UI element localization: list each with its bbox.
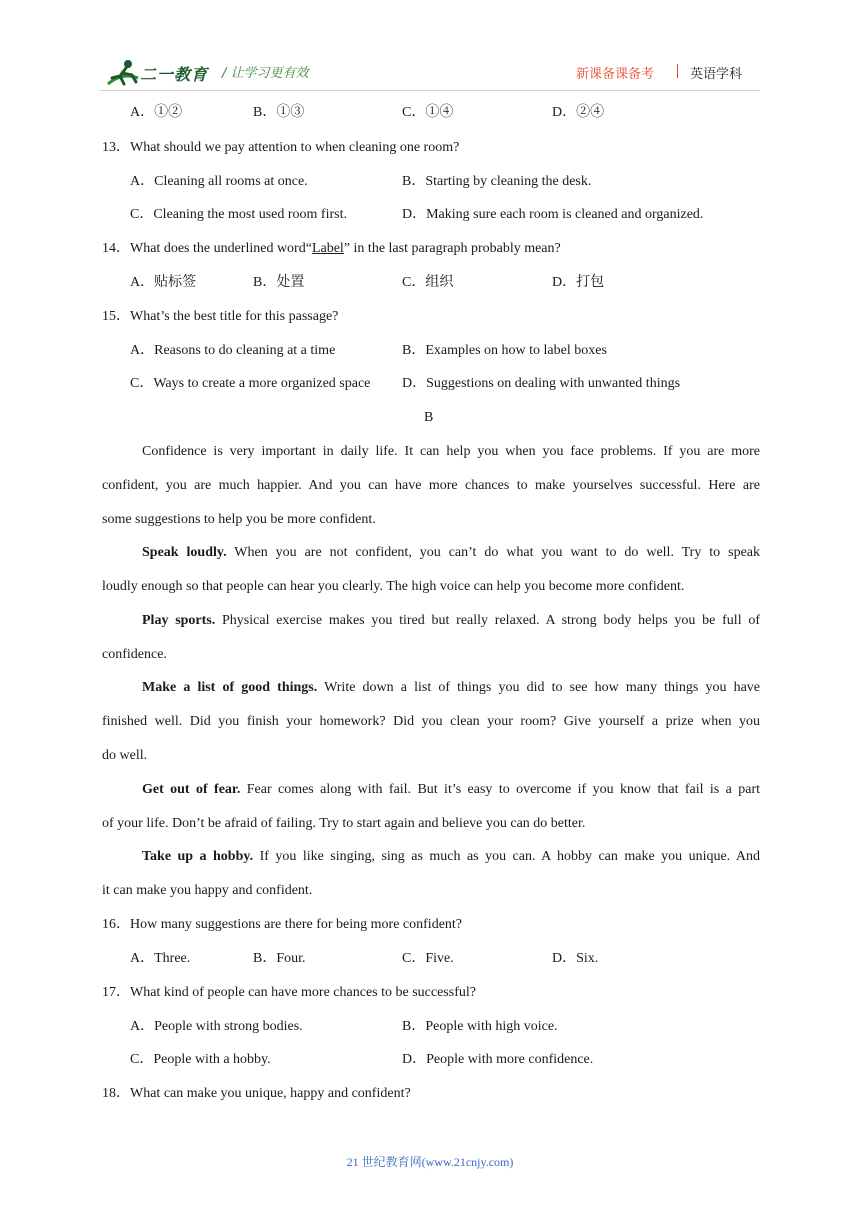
q12-option-c: C．①④ [402,105,454,120]
page-footer: 21 世纪教育网(www.21cnjy.com) [346,1155,514,1169]
passage-intro-line-2: confident, you are much happier. And you can have more chances to make yourselves successful. Here are [102,478,760,493]
header-separator [677,64,678,78]
q13-option-d: D．Making sure each room is cleaned and organized. [402,207,704,222]
q14-option-b: B．处置 [253,275,305,290]
q13-stem: 13．What should we pay attention to when cleaning one room? [102,140,460,155]
q14-stem [102,239,561,259]
header-course-label: 新课备课备考 [576,67,655,82]
paragraph-list-good-things: Make a list of good things. Write down a list of things you did to see how many things you have [142,680,761,695]
paragraph-fear: Get out of fear. Fear comes along with fail. But it’s easy to overcome if you know that fail is a part [142,782,760,797]
passage-intro-line-3: some suggestions to help you be more confident. [102,512,376,527]
paragraph-hobby-line-2: it can make you happy and confident. [102,883,313,898]
q13-option-c: C．Cleaning the most used room first. [130,207,347,222]
header-divider [100,90,760,91]
header-subject-label: 英语学科 [690,67,743,82]
q16-stem: 16．How many suggestions are there for being more confident? [102,917,463,932]
q17-option-b: B．People with high voice. [402,1019,558,1034]
q16-option-d: D．Six. [552,951,599,966]
tip-heading-play-sports: Play sports. [142,613,216,628]
q14-option-d: D．打包 [552,275,605,290]
q13-option-b: B．Starting by cleaning the desk. [402,174,592,189]
tip-heading-list-good-things: Make a list of good things. [142,680,318,695]
q13-option-a: A．Cleaning all rooms at once. [130,174,308,189]
logo-text: 二一教育 [140,65,209,84]
q17-option-d: D．People with more confidence. [402,1052,594,1067]
q15-stem: 15．What’s the best title for this passage? [102,309,339,324]
q14-option-a: A．贴标签 [130,275,197,290]
q15-option-a: A．Reasons to do cleaning at a time [130,343,336,358]
paragraph-play-sports-line-2: confidence. [102,647,167,662]
q16-option-a: A．Three. [130,951,191,966]
q16-option-c: C．Five. [402,951,454,966]
tip-heading-fear: Get out of fear. [142,782,241,797]
q15-option-c: C．Ways to create a more organized space [130,376,371,391]
q14-option-c: C．组织 [402,275,454,290]
q17-option-c: C．People with a hobby. [130,1052,271,1067]
q17-option-a: A．People with strong bodies. [130,1019,303,1034]
q14-underlined-word: Label [311,241,344,256]
paragraph-speak-loudly-line-2: loudly enough so that people can hear you clearly. The high voice can help you become more confident. [102,579,685,594]
q12-option-a: A．①② [130,105,183,120]
header-slogan: / 让学习更有效 [222,66,309,81]
q18-stem: 18．What can make you unique, happy and confident? [102,1086,411,1101]
q12-option-d: D．②④ [552,105,605,120]
q17-stem: 17．What kind of people can have more chances to be successful? [102,985,476,1000]
tip-heading-hobby: Take up a hobby. [142,849,254,864]
page-header [0,0,860,95]
paragraph-speak-loudly: Speak loudly. When you are not confident, you can’t do what you want to do well. Try to speak [142,545,760,560]
paragraph-fear-line-2: of your life. Don’t be afraid of failing. Try to start again and believe you can do better. [102,816,586,831]
paragraph-list-good-things-line-2: finished well. Did you finish your homework? Did you clean your room? Give yourself a prize when you [102,714,760,729]
q14-stem-post: ” in the last paragraph probably mean? [343,241,561,256]
q14-stem-pre: 14．What does the underlined word“ [102,241,312,256]
section-label: B [424,410,434,425]
paragraph-play-sports: Play sports. Physical exercise makes you tired but really relaxed. A strong body helps you be full of [142,613,761,628]
q15-option-d: D．Suggestions on dealing with unwanted things [402,376,681,391]
passage-intro-line-1: Confidence is very important in daily life. It can help you when you face problems. If you are more [142,444,760,459]
q12-option-b: B．①③ [253,105,305,120]
paragraph-hobby: Take up a hobby. If you like singing, sing as much as you can. A hobby can make you unique. And [142,849,760,864]
tip-heading-speak-loudly: Speak loudly. [142,545,227,560]
q15-option-b: B．Examples on how to label boxes [402,343,607,358]
paragraph-list-good-things-line-3: do well. [102,748,148,763]
q16-option-b: B．Four. [253,951,306,966]
